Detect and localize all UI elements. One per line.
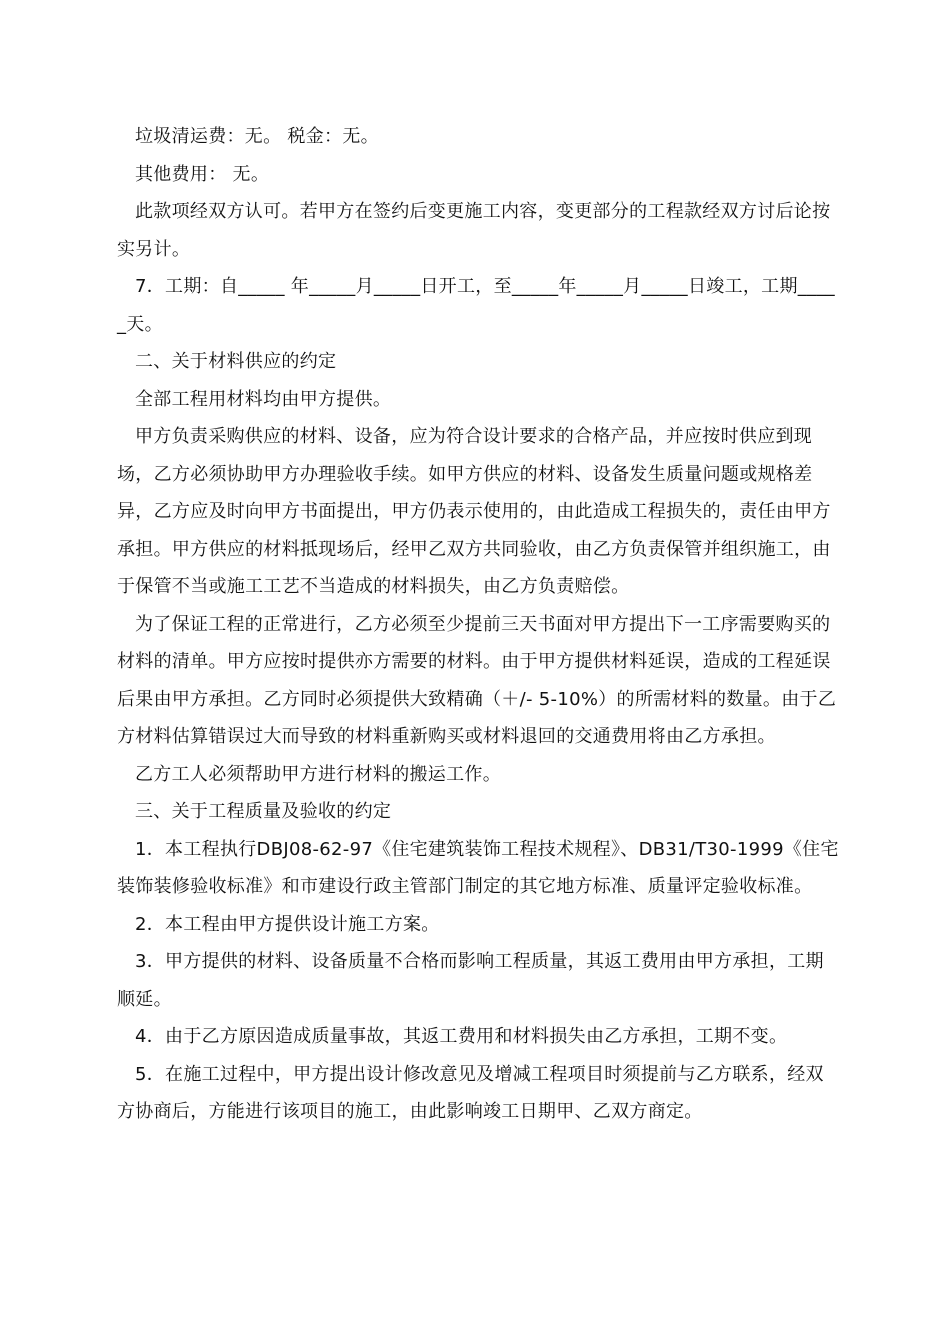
paragraph-quality-3: 3．甲方提供的材料、设备质量不合格而影响工程质量，其返工费用由甲方承担，工期顺延。 xyxy=(117,951,824,1010)
paragraph-fees-1: 垃圾清运费：无。 税金：无。 xyxy=(135,126,379,147)
paragraph-quality-1: 1．本工程执行DBJ08-62-97《住宅建筑装饰工程技术规程》、DB31/T30-1999《住宅装饰装修验收标准》和市建设行政主管部门制定的其它地方标准、质量评定验收标准。 xyxy=(117,838,839,897)
paragraph-materials-4: 乙方工人必须帮助甲方进行材料的搬运工作。 xyxy=(135,763,501,785)
paragraph-quality-4: 4．由于乙方原因造成质量事故，其返工费用和材料损失由乙方承担，工期不变。 xyxy=(135,1026,788,1047)
paragraph-materials-3: 为了保证工程的正常进行，乙方必须至少提前三天书面对甲方提出下一工序需要购买的材料的清单。甲方应按时提供亦方需要的材料。由于甲方提供材料延误，造成的工程延误后果由甲方承担。乙方同时必须提供大致精确（＋/- 5-10%）的所需材料的数量。由于乙方材料估算错误过大而导致的材料重新购买或材料退回的交通费用将由乙方承担。 xyxy=(117,613,837,747)
paragraph-quality-5: 5．在施工过程中，甲方提出设计修改意见及增减工程项目时须提前与乙方联系，经双方协商后，方能进行该项目的施工，由此影响竣工日期甲、乙双方商定。 xyxy=(117,1063,824,1122)
section-heading-materials: 二、关于材料供应的约定 xyxy=(135,351,337,372)
paragraph-quality-2: 2．本工程由甲方提供设计施工方案。 xyxy=(135,913,440,935)
paragraph-fees-2: 其他费用： 无。 xyxy=(135,163,270,185)
document-page xyxy=(0,118,950,1131)
paragraph-materials-2: 甲方负责采购供应的材料、设备，应为符合设计要求的合格产品，并应按时供应到现场，乙方必须协助甲方办理验收手续。如甲方供应的材料、设备发生质量问题或规格差异，乙方应及时向甲方书面提出，甲方仍表示使用的，由此造成工程损失的，责任由甲方承担。甲方供应的材料抵现场后，经甲乙双方共同验收，由乙方负责保管并组织施工，由于保管不当或施工工艺不当造成的材料损失，由乙方负责赔偿。 xyxy=(117,426,831,597)
section-heading-quality: 三、关于工程质量及验收的约定 xyxy=(135,801,392,822)
paragraph-materials-1: 全部工程用材料均由甲方提供。 xyxy=(135,388,392,410)
paragraph-approval: 此款项经双方认可。若甲方在签约后变更施工内容，变更部分的工程款经双方讨后论按实另计。 xyxy=(117,201,831,260)
paragraph-schedule: 7．工期：自_____ 年_____月_____日开工，至_____年_____月_____日竣工，工期_____天。 xyxy=(117,276,835,335)
